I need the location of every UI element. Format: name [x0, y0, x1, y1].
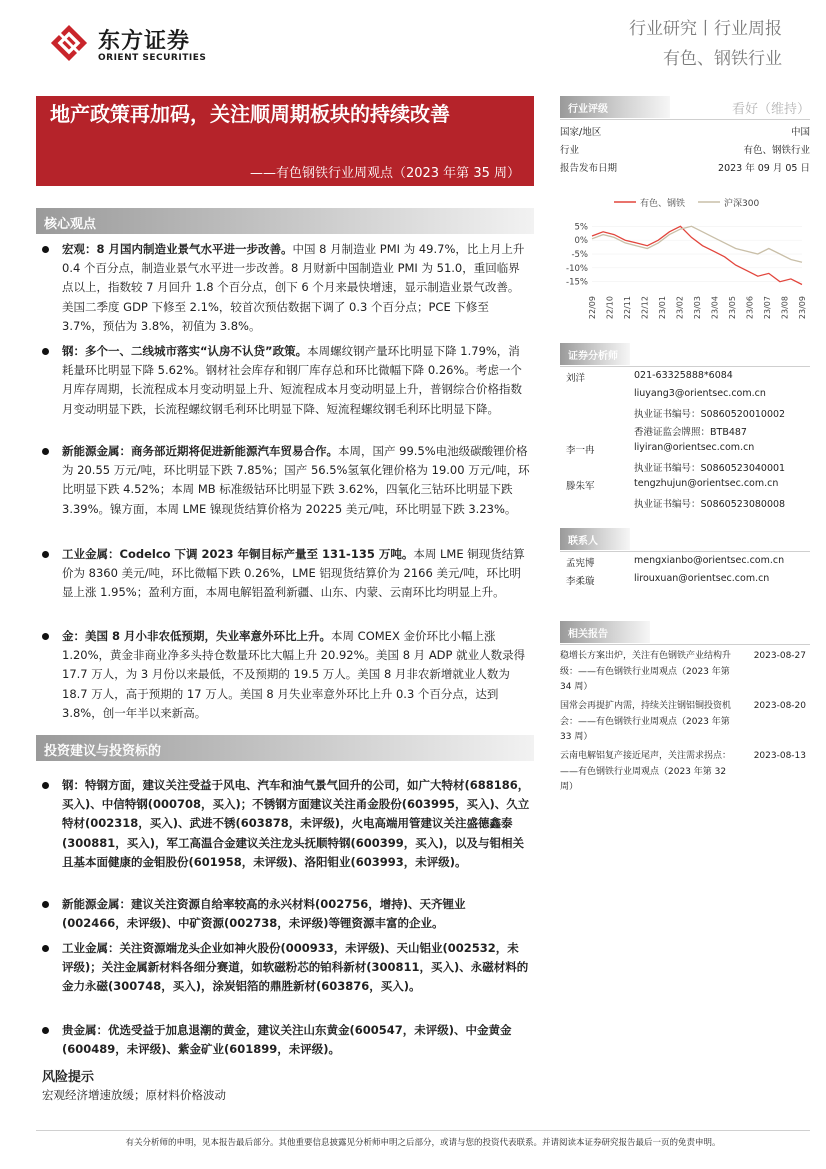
x-tick-label: 23/06 — [745, 296, 755, 320]
bullet-dot — [42, 551, 49, 558]
bullet-dot — [42, 1027, 49, 1034]
performance-chart — [558, 190, 810, 330]
analyst-name: 刘洋 — [566, 373, 586, 384]
analyst-line: 执业证书编号：S0860523080008 — [634, 499, 786, 510]
x-tick-label: 22/11 — [623, 296, 632, 320]
section-reports: 相关报告 — [560, 621, 650, 643]
rating-value: 看好（维持） — [731, 102, 810, 117]
analyst-name: 李一冉 — [566, 445, 595, 456]
x-tick-label: 23/09 — [798, 296, 807, 320]
x-tick-label: 23/05 — [728, 296, 737, 320]
x-tick-label: 22/12 — [640, 296, 650, 320]
section-contacts: 联系人 — [560, 528, 630, 550]
analyst-line: 香港证监会牌照：BTB487 — [634, 427, 747, 438]
series-line — [592, 226, 802, 262]
core-point: 宏观：8 月国内制造业景气水平进一步改善。中国 8 月制造业 PMI 为 49.7%，比上月上升 0.4 个百分点，制造业景气水平进一步改善。8 月财新中国制造业 PMI 为 51.0，重回临界点以上，指数较 7 月回升 1.8 个百分点，创下 6 个月来最快增速，显示制造业景气改善。美国二季度 GDP 下修至 2.1%，较首次预估数据下调了 0.3 个百分点；PCE 下修至 3.7%，预估为 3.8%，初值为 3.8%。 — [42, 240, 530, 336]
bullet-dot — [42, 348, 49, 355]
bullet-dot — [42, 782, 49, 789]
x-tick-label: 23/08 — [780, 296, 790, 320]
report-title: 地产政策再加码，关注顺周期板块的持续改善 — [50, 102, 450, 126]
analyst-line: 021-63325888*6084 — [634, 370, 733, 381]
bullet-dot — [42, 633, 49, 640]
invest-point: 钢：特钢方面，建议关注受益于风电、汽车和油气景气回升的公司，如广大特材(688186，买入)、中信特钢(000708，买入)；不锈钢方面建议关注甬金股份(603995，买入)、久立特材(002318，买入)、武进不锈(603878，未评级)，火电高端用管建议关注盛德鑫泰(300881，买入)，军工高温合金建议关注龙头抚顺特钢(600399，买入)，以及与钼相关且基本面健康的金钼股份(601958，未评级)、洛阳钼业(603993，未评级)。 — [42, 776, 530, 872]
y-tick-label: 5% — [574, 222, 588, 233]
analyst-line: tengzhujun@orientsec.com.cn — [634, 478, 779, 489]
brand-logo — [50, 22, 220, 66]
risk-text: 宏观经济增速放缓；原材料价格波动 — [42, 1088, 226, 1102]
y-tick-label: -10% — [566, 263, 588, 274]
analyst-line: 执业证书编号：S0860523040001 — [634, 463, 786, 474]
y-tick-label: -15% — [566, 277, 588, 288]
report-category: 行业研究丨行业周报 — [629, 19, 782, 39]
core-point: 金：美国 8 月小非农低预期，失业率意外环比上升。本周 COMEX 金价环比小幅上涨 1.20%，黄金非商业净多头持仓数量环比大幅上升 20.92%。美国 8 月 ADP 就业人数录得 17.7 万人，为 3 月份以来最低，不及预期的 19.5 万人。美国 8 月非农新增就业人数为 18.7 万人，高于预期的 17 万人。美国 8 月失业率意外环比上升 0.3 个百分点，达到 3.8%，创一年半以来新高。 — [42, 627, 530, 723]
x-tick-label: 23/03 — [693, 296, 702, 320]
bullet-dot — [42, 448, 49, 455]
analyst-line: liuyang3@orientsec.com.cn — [634, 388, 766, 399]
report-subtitle: ——有色钢铁行业周观点（2023 年第 35 周） — [249, 166, 520, 181]
footer-disclaimer: 有关分析师的申明，见本报告最后部分。其他重要信息披露见分析师申明之后部分，或请与您的投资代表联系。并请阅读本证券研究报告最后一页的免责申明。 — [36, 1130, 810, 1148]
contact-email: mengxianbo@orientsec.com.cn — [634, 555, 785, 566]
core-point: 新能源金属：商务部近期将促进新能源汽车贸易合作。本周，国产 99.5%电池级碳酸锂价格为 20.55 万元/吨，环比明显下跌 7.85%；国产 56.5%氢氧化锂价格为 19.00 万元/吨，环比明显下跌 4.52%；本周 MB 标准级钴环比明显下跌 3.62%，四氧化三钴环比明显下跌 3.39%。镍方面，本周 LME 镍现货结算价格为 20225 美元/吨，环比明显下跌 3.23%。 — [42, 442, 530, 519]
contact-email: lirouxuan@orientsec.com.cn — [634, 573, 770, 584]
contact-name: 孟宪博 — [566, 558, 595, 569]
divider — [560, 644, 810, 645]
contact-name: 李柔璇 — [566, 576, 595, 587]
invest-point: 工业金属：关注资源端龙头企业如神火股份(000933，未评级)、天山铝业(002532，未评级)；关注金属新材料各细分赛道，如软磁粉芯的铂科新材(300811，买入)、永磁材料的金力永磁(300748，买入)，涂炭铝箔的鼎胜新材(603876，买入)。 — [42, 939, 530, 997]
section-core: 核心观点 — [36, 208, 534, 234]
x-tick-label: 23/02 — [675, 296, 685, 320]
legend-label: 有色、钢铁 — [640, 199, 686, 209]
y-tick-label: -5% — [571, 250, 588, 260]
invest-point: 贵金属：优选受益于加息退潮的黄金，建议关注山东黄金(600547，未评级)、中金黄金(600489，未评级)、紫金矿业(601899，未评级)。 — [42, 1021, 530, 1059]
legend-label: 沪深300 — [724, 199, 760, 209]
rating-row: 行业 有色、钢铁行业 — [560, 145, 810, 156]
orient-logo-icon — [50, 24, 88, 62]
divider — [560, 119, 810, 120]
analyst-name: 滕朱军 — [566, 481, 595, 492]
series-line — [592, 226, 802, 284]
section-analysts: 证券分析师 — [560, 343, 630, 365]
x-tick-label: 23/07 — [763, 296, 772, 320]
brand-name-en: ORIENT SECURITIES — [98, 53, 207, 63]
risk-heading: 风险提示 — [42, 1070, 95, 1085]
x-tick-label: 22/10 — [605, 296, 615, 320]
bullet-dot — [42, 945, 49, 952]
analyst-line: 执业证书编号：S0860520010002 — [634, 409, 786, 420]
x-tick-label: 22/09 — [588, 296, 597, 320]
related-report[interactable]: 云南电解铝复产接近尾声，关注需求拐点：——有色钢铁行业周观点（2023 年第 32 周） 2023-08-13 — [560, 751, 806, 792]
analyst-line: liyiran@orientsec.com.cn — [634, 442, 755, 453]
section-rating: 行业评级 — [560, 96, 670, 118]
core-point: 钢：多个一、二线城市落实“认房不认贷”政策。本周螺纹钢产量环比明显下降 1.79%，消耗量环比明显下降 5.62%。钢材社会库存和钢厂库存总和环比微幅下降 0.26%。考虑一个月库存周期，长流程成本月变动明显上升、短流程成本月变动明显上升，普钢综合价格指数月变动明显下跌，长流程螺纹钢毛利环比明显下降、短流程螺纹钢毛利环比明显下降。 — [42, 342, 530, 419]
bullet-dot — [42, 246, 49, 253]
title-banner — [36, 96, 534, 186]
x-tick-label: 23/01 — [658, 296, 667, 320]
brand-name-cn: 东方证券 — [98, 29, 191, 54]
invest-point: 新能源金属：建议关注资源自给率较高的永兴材料(002756，增持)、天齐锂业(002466，未评级)、中矿资源(002738，未评级)等锂资源丰富的企业。 — [42, 895, 530, 933]
divider — [560, 366, 810, 367]
y-tick-label: 0% — [574, 236, 588, 247]
rating-row: 国家/地区 中国 — [560, 127, 810, 138]
core-point: 工业金属：Codelco 下调 2023 年铜目标产量至 131-135 万吨。本周 LME 铜现货结算价为 8360 美元/吨，环比微幅下跌 0.26%，LME 铝现货结算价为 2166 美元/吨，环比明显上涨 1.95%；盈利方面，本周电解铝盈利新疆、山东、内蒙、云南环比均明显上升。 — [42, 545, 530, 603]
related-report[interactable]: 稳增长方案出炉，关注有色钢铁产业结构升级：——有色钢铁行业周观点（2023 年第 34 周） 2023-08-27 — [560, 651, 806, 692]
bullet-dot — [42, 901, 49, 908]
industry-name: 有色、钢铁行业 — [663, 49, 782, 69]
related-report[interactable]: 国常会再提扩内需，持续关注钢铝铜投资机会：——有色钢铁行业周观点（2023 年第 33 周） 2023-08-20 — [560, 701, 806, 742]
divider — [560, 551, 810, 552]
section-invest: 投资建议与投资标的 — [36, 735, 534, 761]
x-tick-label: 23/04 — [710, 296, 720, 320]
rating-row: 报告发布日期 2023 年 09 月 05 日 — [560, 163, 810, 174]
